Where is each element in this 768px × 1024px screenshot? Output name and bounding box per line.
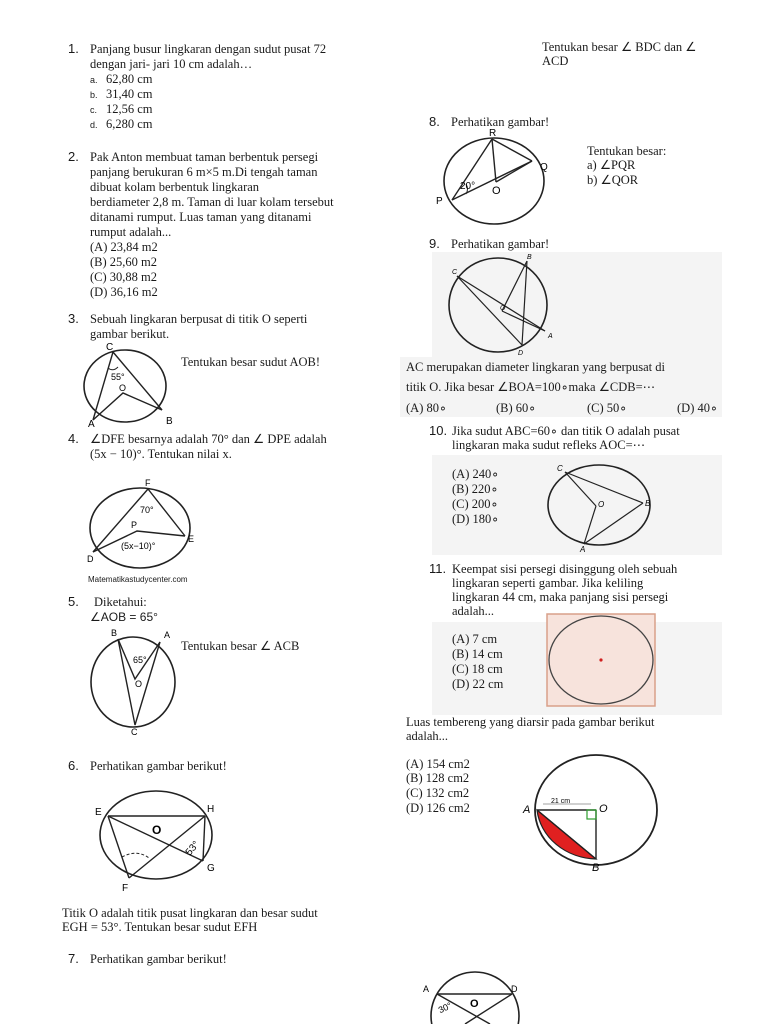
label-a: A	[548, 333, 553, 340]
question-text: Keempat sisi persegi disinggung oleh sebuah	[452, 562, 678, 576]
question-text: EGH = 53°. Tentukan besar sudut EFH	[62, 920, 258, 934]
segment-diagram-q12	[515, 752, 665, 874]
question-text: dibuat kolam berbentuk lingkaran	[90, 180, 260, 194]
question-text: Perhatikan gambar!	[451, 237, 550, 251]
question-text: berdiameter 2,8 m. Taman di luar kolam tersebut	[90, 195, 334, 209]
question-text: lingkaran seperti gambar. Jika keliling	[452, 576, 644, 590]
question-number: 10.	[429, 423, 448, 438]
label-o: O	[152, 823, 162, 837]
question-ask: Tentukan besar sudut AOB!	[181, 355, 321, 369]
question-text: dengan jari- jari 10 cm adalah…	[90, 57, 253, 71]
label-f: F	[145, 478, 151, 488]
question-text: ∠DFE besarnya adalah 70° dan ∠ DPE adalah	[90, 432, 327, 446]
question-ask: Tentukan besar ∠ ACB	[181, 639, 300, 653]
option-text: 12,56 cm	[106, 102, 153, 116]
label-c: C	[452, 269, 458, 276]
label-o: O	[599, 803, 608, 815]
question-text: ∠AOB = 65°	[90, 610, 158, 624]
circle-diagram-q4	[85, 478, 205, 573]
question-text: adalah...	[452, 604, 494, 618]
label-o: O	[119, 383, 127, 393]
label-a: A	[580, 545, 586, 554]
option-c: (C) 30,88 m2	[90, 270, 158, 284]
square-circle-diagram-q11	[545, 612, 657, 708]
option-letter: c.	[90, 105, 98, 115]
option-a: (A) 7 cm	[452, 632, 498, 646]
label-o: O	[470, 998, 479, 1010]
right-angle-mark	[587, 810, 596, 819]
option-c: (C) 200∘	[452, 497, 499, 511]
question-text: rumput adalah...	[90, 225, 172, 239]
question-text: Sebuah lingkaran berpusat di titik O seperti	[90, 312, 308, 326]
question-ask: Tentukan besar:	[587, 144, 667, 158]
question-ask: Tentukan besar ∠ BDC dan ∠	[542, 40, 697, 54]
question-text: lingkaran maka sudut refleks AOC=⋯	[452, 438, 646, 452]
option-a: (A) 154 cm2	[406, 757, 470, 771]
label-p: P	[436, 196, 443, 207]
option-b: (B) 25,60 m2	[90, 255, 158, 269]
label-o: O	[500, 305, 506, 312]
circle-diagram-q10	[540, 460, 660, 555]
option-d: (D) 180∘	[452, 512, 500, 526]
option-d: (D) 126 cm2	[406, 801, 470, 815]
question-number: 5.	[68, 594, 79, 609]
label-d: D	[87, 554, 94, 564]
circle-diagram-q9	[440, 252, 555, 357]
option-c: (C) 18 cm	[452, 662, 503, 676]
question-text: panjang berukuran 6 m×5 m.Di tengah taman	[90, 165, 318, 179]
question-text: titik O. Jika besar ∠BOA=100∘maka ∠CDB=⋯	[406, 380, 656, 394]
question-number: 11.	[429, 561, 447, 576]
question-number: 3.	[68, 311, 79, 326]
question-text: adalah...	[406, 729, 448, 743]
question-text: Diketahui:	[94, 595, 147, 609]
option-c: (C) 132 cm2	[406, 786, 470, 800]
label-b: B	[166, 416, 173, 427]
option-b	[90, 87, 153, 103]
label-a: A	[523, 804, 531, 816]
angle-label: 53°	[183, 839, 202, 858]
question-text: ditanami rumput. Luas taman yang ditanami	[90, 210, 312, 224]
angle-label: 30°	[436, 1000, 454, 1016]
label-c: C	[131, 727, 138, 737]
label-b: B	[592, 862, 600, 874]
label-b: B	[645, 499, 651, 508]
question-text: AC merupakan diameter lingkaran yang berpusat di	[406, 360, 665, 374]
circle-diagram-q7	[420, 968, 530, 1024]
angle-label: 65°	[133, 655, 147, 665]
question-text: Pak Anton membuat taman berbentuk persegi	[90, 150, 319, 164]
question-number: 1.	[68, 41, 79, 56]
angle-label: 55°	[111, 372, 125, 382]
label-r: R	[489, 128, 497, 139]
question-number: 4.	[68, 431, 79, 446]
question-number: 2.	[68, 149, 79, 164]
label-d: D	[511, 984, 518, 994]
circle-diagram-q8	[432, 126, 557, 236]
circle-diagram-q3	[80, 340, 190, 430]
question-text: lingkaran 44 cm, maka panjang sisi persegi	[452, 590, 669, 604]
question-number: 9.	[429, 236, 440, 251]
option-d: (D) 36,16 m2	[90, 285, 158, 299]
question-text: Perhatikan gambar!	[451, 115, 550, 129]
option-text: 6,280 cm	[106, 117, 153, 131]
question-ask: ACD	[542, 54, 569, 68]
option-letter: a.	[90, 75, 98, 85]
label-b: B	[527, 254, 532, 261]
question-text: Titik O adalah titik pusat lingkaran dan besar sudut	[62, 906, 318, 920]
option-a: (A) 80∘	[406, 401, 447, 415]
angle-label: 20°	[460, 181, 476, 192]
label-a: A	[423, 984, 430, 994]
watermark: Matematikastudycenter.com	[88, 575, 188, 584]
circle-diagram-q5	[85, 625, 185, 740]
question-text: Panjang busur lingkaran dengan sudut pusat 72	[90, 42, 327, 56]
question-text: gambar berikut.	[90, 327, 170, 341]
label-e: E	[95, 807, 102, 818]
label-f: F	[122, 883, 129, 894]
option-b: (B) 14 cm	[452, 647, 503, 661]
label-p: P	[131, 520, 138, 530]
option-a	[90, 72, 153, 88]
label-c: C	[557, 464, 563, 473]
option-d: (D) 22 cm	[452, 677, 504, 691]
angle-label: 70°	[140, 505, 154, 515]
label-o: O	[598, 500, 605, 509]
label-c: C	[106, 342, 114, 353]
question-ask: b) ∠QOR	[587, 173, 639, 187]
question-text: Jika sudut ABC=60∘ dan titik O adalah pusat	[452, 424, 680, 438]
option-c: (C) 50∘	[587, 401, 628, 415]
option-a: (A) 23,84 m2	[90, 240, 158, 254]
option-b: (B) 220∘	[452, 482, 499, 496]
option-letter: b.	[90, 90, 98, 100]
label-h: H	[207, 804, 215, 815]
label-o: O	[492, 185, 501, 197]
option-b: (B) 128 cm2	[406, 771, 470, 785]
question-number: 6.	[68, 758, 79, 773]
label-g: G	[207, 863, 215, 874]
option-text: 62,80 cm	[106, 72, 153, 86]
label-b: B	[111, 628, 118, 638]
label-e: E	[188, 534, 195, 544]
label-a: A	[164, 630, 171, 640]
label-q: Q	[540, 162, 548, 173]
label-d: D	[518, 350, 524, 357]
label-o: O	[135, 679, 143, 689]
circle-diagram-q6	[92, 785, 222, 895]
option-a: (A) 240∘	[452, 467, 500, 481]
question-text: Luas tembereng yang diarsir pada gambar berikut	[406, 715, 655, 729]
label-a: A	[88, 419, 95, 430]
question-text: Perhatikan gambar berikut!	[90, 952, 227, 966]
question-ask: a) ∠PQR	[587, 158, 636, 172]
option-d	[90, 117, 153, 133]
question-text: (5x − 10)°. Tentukan nilai x.	[90, 447, 232, 461]
option-letter: d.	[90, 120, 98, 130]
option-text: 31,40 cm	[106, 87, 153, 101]
option-b: (B) 60∘	[496, 401, 537, 415]
question-text: Perhatikan gambar berikut!	[90, 759, 227, 773]
angle-label: (5x−10)°	[121, 541, 156, 551]
option-d: (D) 40∘	[677, 401, 718, 415]
length-label: 21 cm	[551, 798, 571, 805]
center-point	[599, 658, 602, 661]
question-number: 8.	[429, 114, 440, 129]
question-number: 7.	[68, 951, 79, 966]
option-c	[90, 102, 153, 118]
